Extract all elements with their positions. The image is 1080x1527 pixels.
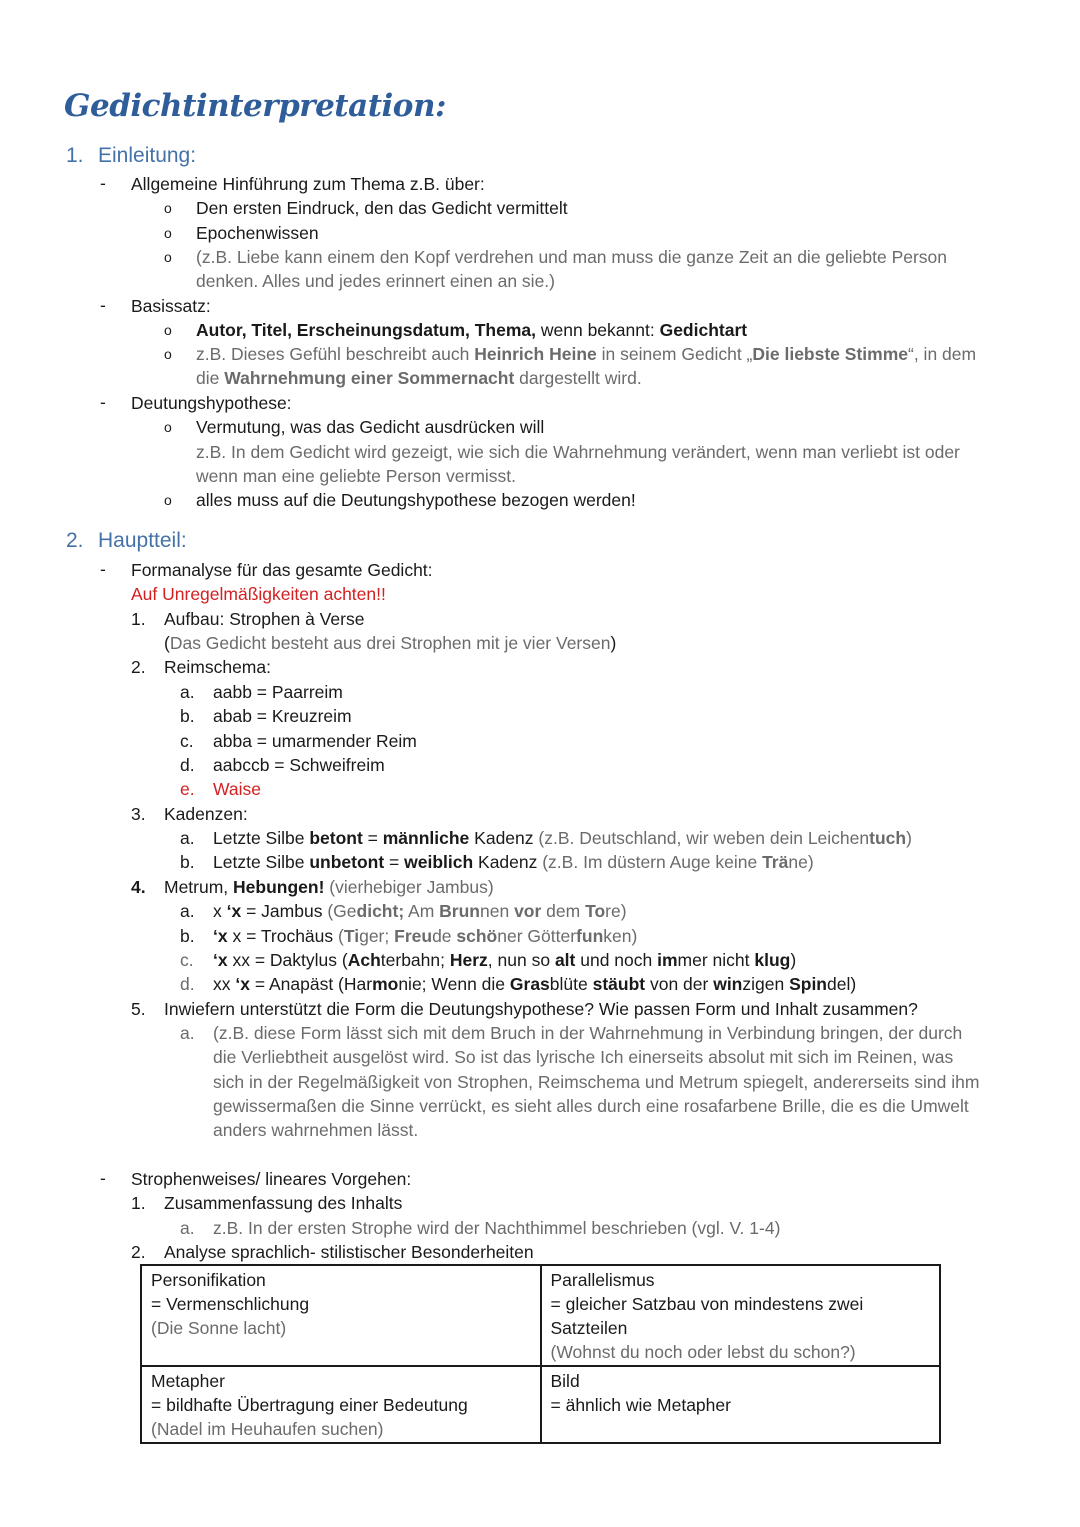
formanalyse-label: Formanalyse für das gesamte Gedicht: xyxy=(131,560,433,580)
circle-bullet: o xyxy=(164,225,172,241)
metrum-item: 4. Metrum, Hebungen! (vierhebiger Jambus) xyxy=(131,877,494,897)
inwiefern-example: sich in der Regelmäßigkeit von Strophen, Reimschema und Metrum spiegelt, andererseits sind ihm xyxy=(213,1072,980,1092)
circle-bullet: o xyxy=(164,322,172,338)
kadenzen-subitem: b. Letzte Silbe unbetont = weiblich Kadenz (z.B. Im düstern Auge keine Träne) xyxy=(180,852,814,872)
inwiefern-example: anders wahrnehmen lässt. xyxy=(213,1120,419,1140)
hinfuehrung-item: Den ersten Eindruck, den das Gedicht vermittelt xyxy=(196,198,568,218)
inwiefern-item: 5. Inwiefern unterstützt die Form die Deutungshypothese? Wie passen Form und Inhalt zusammen? xyxy=(131,999,918,1019)
hinfuehrung-item: Epochenwissen xyxy=(196,223,319,243)
table-row xyxy=(141,1265,940,1366)
dash-bullet: - xyxy=(100,173,106,193)
reim-item: 2. Reimschema: xyxy=(131,657,271,677)
kadenzen-item: 3. Kadenzen: xyxy=(131,804,248,824)
inwiefern-example: die Verliebtheit ausgelöst wird. So ist das lyrische Ich einerseits absolut mit sich im Reinen, was xyxy=(213,1047,954,1067)
reim-subitem: a. aabb = Paarreim xyxy=(180,682,343,702)
basissatz-example: die Wahrnehmung einer Sommernacht dargestellt wird. xyxy=(196,368,642,388)
strophen-example: a. z.B. In der ersten Strophe wird der Nachthimmel beschrieben (vgl. V. 1-4) xyxy=(180,1218,781,1238)
deutung-item: Vermutung, was das Gedicht ausdrücken will xyxy=(196,417,545,437)
reim-subitem: e. Waise xyxy=(180,779,261,799)
table-cell-personifikation: Personifikation = Vermenschlichung (Die Sonne lacht) xyxy=(141,1265,541,1366)
circle-bullet: o xyxy=(164,249,172,265)
reim-subitem: c. abba = umarmender Reim xyxy=(180,731,417,751)
warning-text: Auf Unregelmäßigkeiten achten!! xyxy=(131,584,386,604)
metrum-subitem: d. xx ‘x = Anapäst (Harmonie; Wenn die Grasblüte stäubt von der winzigen Spindel) xyxy=(180,974,857,994)
aufbau-note: (Das Gedicht besteht aus drei Strophen mit je vier Versen) xyxy=(164,633,617,653)
basissatz-example: z.B. Dieses Gefühl beschreibt auch Heinrich Heine in seinem Gedicht „Die liebste Stimme“, in dem xyxy=(196,344,977,364)
basissatz-label: Basissatz: xyxy=(131,296,211,316)
strophen-item: 2. Analyse sprachlich- stilistischer Besonderheiten xyxy=(131,1242,534,1262)
table-row xyxy=(141,1366,940,1443)
hinfuehrung-example: denken. Alles und jedes erinnert einen an sie.) xyxy=(196,271,555,291)
table-cell-bild: Bild = ähnlich wie Metapher xyxy=(541,1366,941,1443)
table-cell-parallelismus: Parallelismus = gleicher Satzbau von mindestens zwei Satzteilen (Wohnst du noch oder lebst du schon?) xyxy=(541,1265,941,1366)
page-title: Gedichtinterpretation: xyxy=(64,88,446,124)
inwiefern-example: a. (z.B. diese Form lässt sich mit dem Bruch in der Wahrnehmung in Verbindung bringen, der durch xyxy=(180,1023,963,1043)
kadenzen-subitem: a. Letzte Silbe betont = männliche Kadenz (z.B. Deutschland, wir weben dein Leichentuch) xyxy=(180,828,912,848)
dash-bullet: - xyxy=(100,1168,106,1188)
circle-bullet: o xyxy=(164,200,172,216)
aufbau-item: 1. Aufbau: Strophen à Verse xyxy=(131,609,365,629)
dash-bullet: - xyxy=(100,392,106,412)
table-cell-metapher: Metapher = bildhafte Übertragung einer Bedeutung (Nadel im Heuhaufen suchen) xyxy=(141,1366,541,1443)
hinfuehrung-example: (z.B. Liebe kann einem den Kopf verdrehen und man muss die ganze Zeit an die geliebte Person xyxy=(196,247,948,267)
reim-subitem: b. abab = Kreuzreim xyxy=(180,706,352,726)
section-heading-einleitung: 1. Einleitung: xyxy=(66,144,197,167)
strophen-label: Strophenweises/ lineares Vorgehen: xyxy=(131,1169,412,1189)
hinfuehrung-label: Allgemeine Hinführung zum Thema z.B. über: xyxy=(131,174,485,194)
deutung-label: Deutungshypothese: xyxy=(131,393,292,413)
reim-subitem: d. aabccb = Schweifreim xyxy=(180,755,385,775)
circle-bullet: o xyxy=(164,346,172,362)
metrum-subitem: b. ‘x x = Trochäus (Tiger; Freude schöner Götterfunken) xyxy=(180,926,638,946)
deutung-example: z.B. In dem Gedicht wird gezeigt, wie sich die Wahrnehmung verändert, wenn man verliebt ist oder xyxy=(196,442,960,462)
strophen-item: 1. Zusammenfassung des Inhalts xyxy=(131,1193,403,1213)
stilmittel-table xyxy=(140,1264,941,1444)
basissatz-item: Autor, Titel, Erscheinungsdatum, Thema, wenn bekannt: Gedichtart xyxy=(196,320,748,340)
metrum-subitem: a. x ‘x = Jambus (Gedicht; Am Brunnen vor dem Tore) xyxy=(180,901,627,921)
dash-bullet: - xyxy=(100,559,106,579)
section-heading-hauptteil: 2. Hauptteil: xyxy=(66,529,187,552)
dash-bullet: - xyxy=(100,295,106,315)
metrum-subitem: c. ‘x xx = Daktylus (Achterbahn; Herz, nun so alt und noch immer nicht klug) xyxy=(180,950,797,970)
inwiefern-example: gewissermaßen die Sinne verrückt, es sieht alles durch eine rosafarbene Brille, die es die Umwelt xyxy=(213,1096,969,1116)
deutung-item: alles muss auf die Deutungshypothese bezogen werden! xyxy=(196,490,636,510)
deutung-example: wenn man eine geliebte Person vermisst. xyxy=(196,466,517,486)
circle-bullet: o xyxy=(164,492,172,508)
circle-bullet: o xyxy=(164,419,172,435)
